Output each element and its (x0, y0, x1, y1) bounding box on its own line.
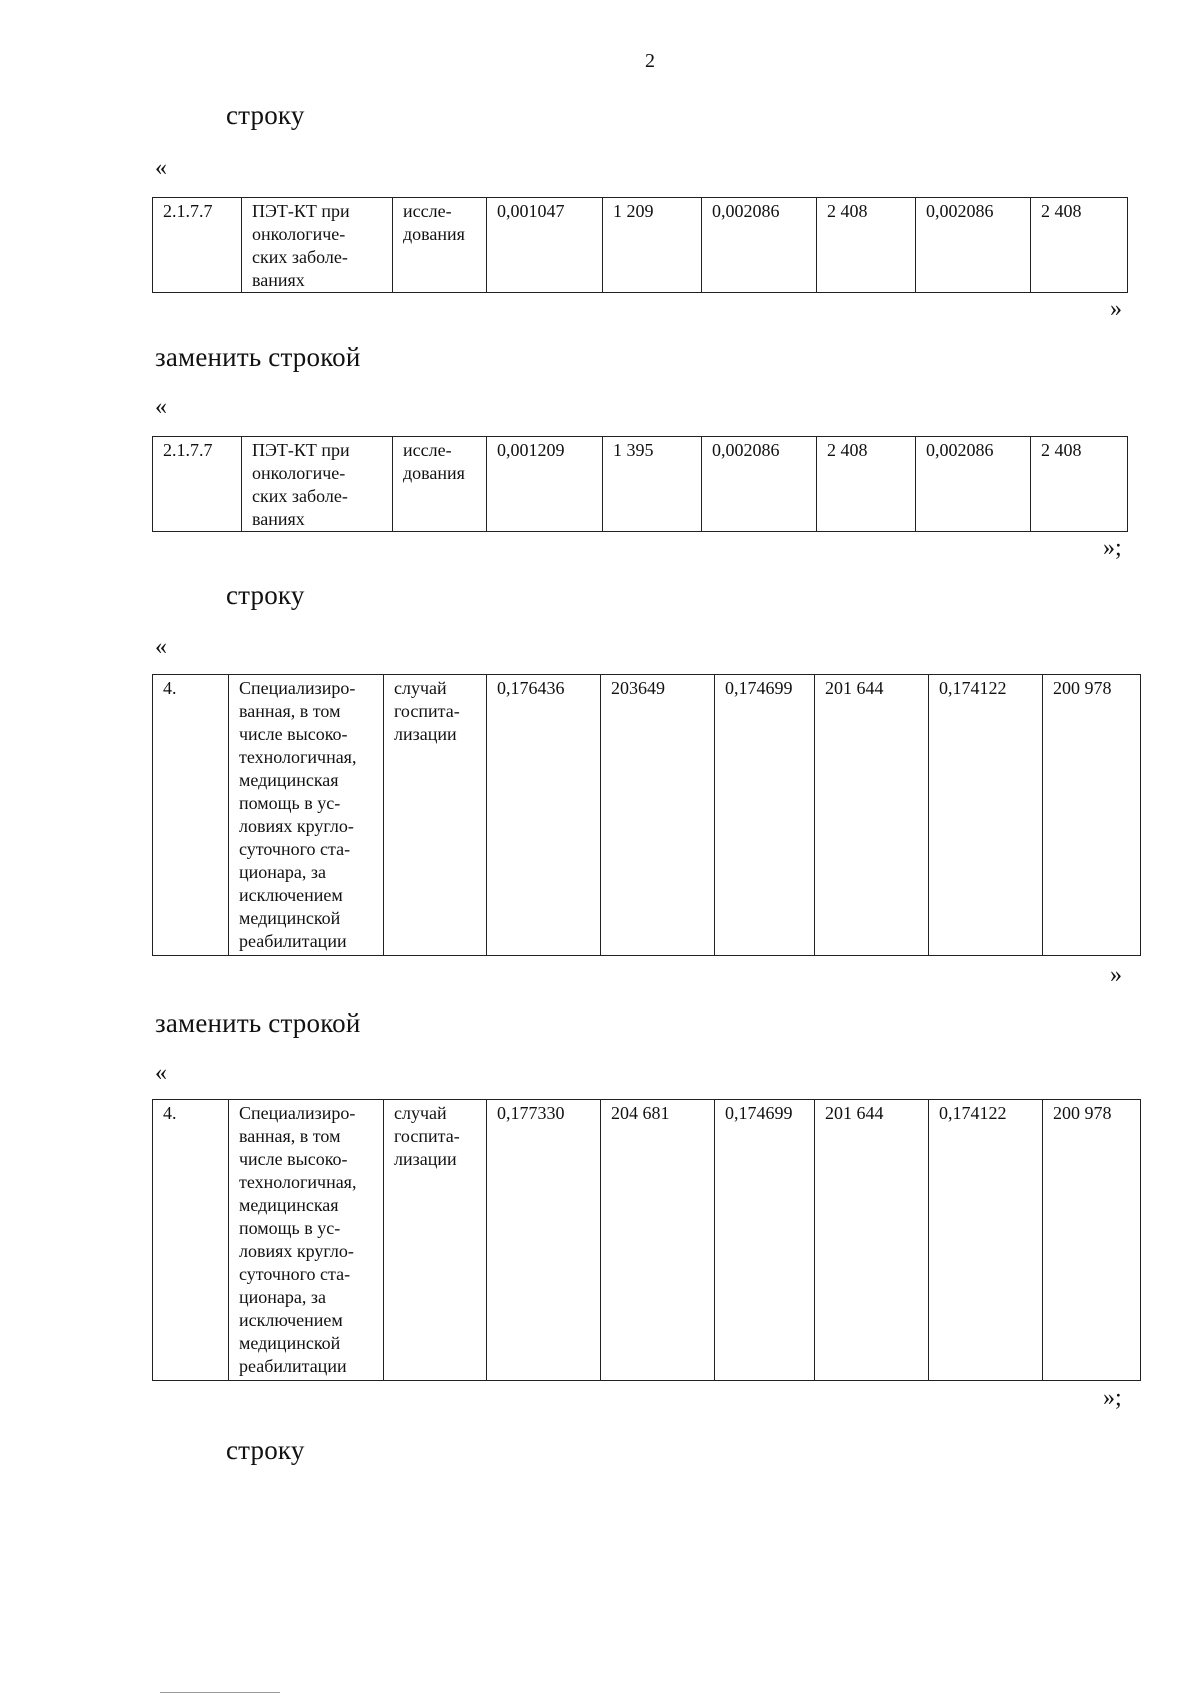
desc-line: исключением (239, 885, 343, 905)
desc-line: числе высоко- (239, 1149, 348, 1169)
value-cell: 0,174122 (929, 675, 1043, 956)
unit-line: лизации (394, 1149, 457, 1169)
value-cell: 2 408 (1031, 198, 1128, 293)
desc-line: ских заболе- (252, 486, 348, 506)
value-cell: 0,002086 (702, 198, 817, 293)
table-row (153, 675, 1141, 956)
desc-line: медицинской (239, 1333, 341, 1353)
heading-stroku: строку (226, 1435, 305, 1465)
unit-line: иссле- (403, 440, 452, 460)
value-cell: 200 978 (1043, 675, 1141, 956)
desc-line: ловиях кругло- (239, 816, 354, 836)
row-description (229, 1100, 384, 1381)
desc-line: ванная, в том (239, 1126, 341, 1146)
close-quote-semicolon: »; (1103, 1385, 1122, 1411)
value-cell: 203649 (601, 675, 715, 956)
value-cell: 2 408 (817, 198, 916, 293)
desc-line: ПЭТ-КТ при (252, 201, 350, 221)
value-cell: 0,174699 (715, 1100, 815, 1381)
heading-zamenit: заменить строкой (155, 342, 361, 372)
row-number: 2.1.7.7 (153, 198, 242, 293)
unit-line: лизации (394, 724, 457, 744)
value-cell: 0,001047 (487, 198, 603, 293)
row-description (242, 198, 393, 293)
value-cell: 0,176436 (487, 675, 601, 956)
desc-line: медицинской (239, 908, 341, 928)
value-cell: 200 978 (1043, 1100, 1141, 1381)
desc-line: ционара, за (239, 1287, 326, 1307)
page-number: 2 (645, 50, 655, 72)
value-cell: 0,001209 (487, 437, 603, 532)
desc-line: ванная, в том (239, 701, 341, 721)
heading-stroku: строку (226, 580, 305, 610)
value-cell: 2 408 (1031, 437, 1128, 532)
value-cell: 2 408 (817, 437, 916, 532)
table-row (153, 198, 1128, 293)
desc-line: онкологиче- (252, 224, 346, 244)
desc-line: числе высоко- (239, 724, 348, 744)
unit-line: дования (403, 224, 465, 244)
close-quote-semicolon: »; (1103, 535, 1122, 561)
value-cell: 0,174122 (929, 1100, 1043, 1381)
scan-artifact (160, 1692, 280, 1693)
row-description (229, 675, 384, 956)
desc-line: технологичная, (239, 747, 357, 767)
row-table (152, 674, 1141, 956)
desc-line: ловиях кругло- (239, 1241, 354, 1261)
unit-line: дования (403, 463, 465, 483)
unit-line: госпита- (394, 1126, 460, 1146)
row-table (152, 436, 1128, 532)
desc-line: медицинская (239, 770, 339, 790)
row-number: 4. (153, 1100, 229, 1381)
unit-line: иссле- (403, 201, 452, 221)
value-cell: 0,174699 (715, 675, 815, 956)
value-cell: 1 395 (603, 437, 702, 532)
value-cell: 201 644 (815, 1100, 929, 1381)
table-row (153, 1100, 1141, 1381)
value-cell: 0,002086 (916, 198, 1031, 293)
row-table (152, 1099, 1141, 1381)
row-number: 4. (153, 675, 229, 956)
open-quote: « (155, 634, 167, 660)
desc-line: суточного ста- (239, 1264, 351, 1284)
row-unit (384, 675, 487, 956)
table-row (153, 437, 1128, 532)
desc-line: ских заболе- (252, 247, 348, 267)
value-cell: 0,177330 (487, 1100, 601, 1381)
desc-line: помощь в ус- (239, 1218, 341, 1238)
unit-line: госпита- (394, 701, 460, 721)
heading-stroku: строку (226, 100, 305, 130)
desc-line: ваниях (252, 509, 305, 529)
row-table (152, 197, 1128, 293)
value-cell: 0,002086 (702, 437, 817, 532)
row-number: 2.1.7.7 (153, 437, 242, 532)
unit-line: случай (394, 1103, 447, 1123)
desc-line: ПЭТ-КТ при (252, 440, 350, 460)
unit-line: случай (394, 678, 447, 698)
desc-line: помощь в ус- (239, 793, 341, 813)
row-unit (393, 437, 487, 532)
desc-line: реабилитации (239, 1356, 347, 1376)
desc-line: реабилитации (239, 931, 347, 951)
desc-line: ваниях (252, 270, 305, 290)
value-cell: 201 644 (815, 675, 929, 956)
desc-line: онкологиче- (252, 463, 346, 483)
open-quote: « (155, 1060, 167, 1086)
desc-line: ционара, за (239, 862, 326, 882)
desc-line: медицинская (239, 1195, 339, 1215)
value-cell: 204 681 (601, 1100, 715, 1381)
close-quote: » (1110, 296, 1122, 322)
row-unit (384, 1100, 487, 1381)
value-cell: 1 209 (603, 198, 702, 293)
value-cell: 0,002086 (916, 437, 1031, 532)
desc-line: Специализиро- (239, 678, 356, 698)
desc-line: исключением (239, 1310, 343, 1330)
row-unit (393, 198, 487, 293)
desc-line: суточного ста- (239, 839, 351, 859)
close-quote: » (1110, 962, 1122, 988)
open-quote: « (155, 155, 167, 181)
heading-zamenit: заменить строкой (155, 1008, 361, 1038)
row-description (242, 437, 393, 532)
open-quote: « (155, 394, 167, 420)
desc-line: Специализиро- (239, 1103, 356, 1123)
desc-line: технологичная, (239, 1172, 357, 1192)
